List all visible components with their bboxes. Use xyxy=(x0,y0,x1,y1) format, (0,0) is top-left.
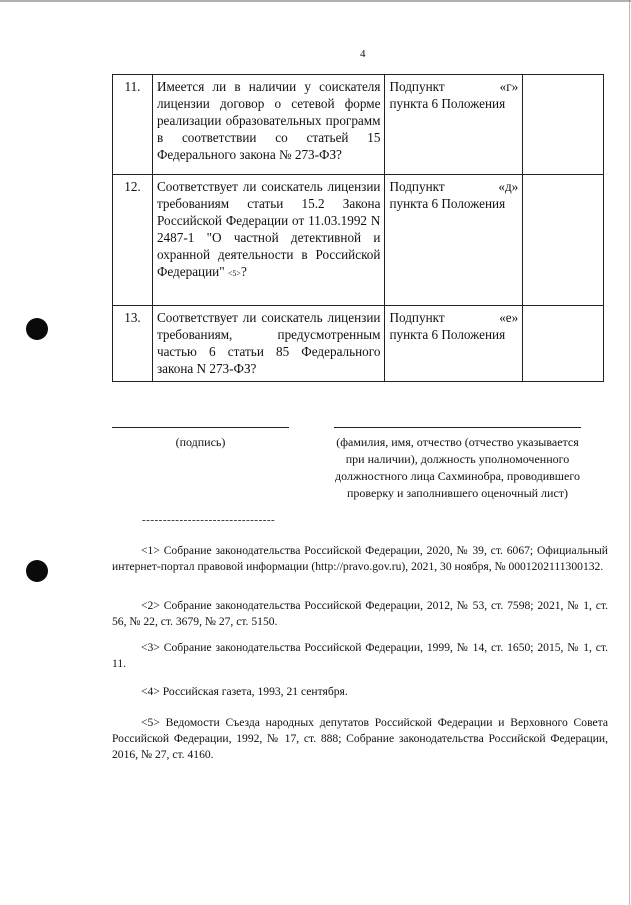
row-mark-cell xyxy=(523,175,604,306)
reference-letter: «г» xyxy=(499,79,519,94)
signature-caption: (подпись) xyxy=(175,435,226,449)
reference-rest: пункта 6 Положения xyxy=(389,196,506,211)
punch-hole xyxy=(26,560,48,582)
table-row xyxy=(113,175,604,306)
signature-line xyxy=(112,427,289,428)
row-number: 12. xyxy=(113,175,153,306)
row-number: 13. xyxy=(113,306,153,382)
table-row xyxy=(113,75,604,175)
reference-rest: пункта 6 Положения xyxy=(389,96,506,111)
reference-word: Подпункт xyxy=(389,179,445,194)
row-number: 11. xyxy=(113,75,153,175)
reference-rest: пункта 6 Положения xyxy=(389,327,506,342)
row-question: Соответствует ли соискатель лицензии требованиям статьи 15.2 Закона Российской Федерации от 11.03.1992 N 2487-1 "О частной детективной и охранной деятельности в Российской Федерации" <5>? xyxy=(152,175,385,306)
page-top-edge xyxy=(0,0,631,2)
table-row xyxy=(113,306,604,382)
row-reference xyxy=(385,75,523,175)
footnote: <4> Российская газета, 1993, 21 сентября. xyxy=(141,685,348,698)
reference-letter: «д» xyxy=(498,179,519,194)
row-reference xyxy=(385,306,523,382)
page-right-edge xyxy=(629,0,630,905)
page-number: 4 xyxy=(360,48,366,60)
reference-letter: «е» xyxy=(499,310,519,325)
row-mark-cell xyxy=(523,306,604,382)
punch-hole xyxy=(26,318,48,340)
footnote: <5> Ведомости Съезда народных депутатов Российской Федерации и Верховного Совета Российской Федерации, 1992, № 17, ст. 888; Собрание законодательства Российской Федерации, 2016, № 27, ст. 4160. xyxy=(112,716,608,761)
reference-word: Подпункт xyxy=(389,310,445,325)
footnote: <2> Собрание законодательства Российской Федерации, 2012, № 53, ст. 7598; 2021, № 1, ст. 56, № 22, ст. 3679, № 27, ст. 5150. xyxy=(112,599,608,628)
footnote-separator: -------------------------------- xyxy=(142,514,276,526)
footnote: <3> Собрание законодательства Российской Федерации, 1999, № 14, ст. 1650; 2015, № 1, ст. 11. xyxy=(112,641,608,670)
checklist-table xyxy=(112,74,604,382)
row-question: Соответствует ли соискатель лицензии требованиям, предусмотренным частью 6 статьи 85 Федерального закона N 273-ФЗ? xyxy=(152,306,385,382)
footnote-ref: <5> xyxy=(227,269,241,278)
row-reference xyxy=(385,175,523,306)
footnote: <1> Собрание законодательства Российской Федерации, 2020, № 39, ст. 6067; Официальный интернет-портал правовой информации (http://pravo.gov.ru), 2021, 30 ноября, № 0001202111300132. xyxy=(112,544,608,573)
row-question: Имеется ли в наличии у соискателя лицензии договор о сетевой форме реализации образовательных программ в соответствии со статьей 15 Федерального закона № 273-ФЗ? xyxy=(152,75,385,175)
reference-word: Подпункт xyxy=(389,79,445,94)
name-line xyxy=(334,427,581,428)
row-mark-cell xyxy=(523,75,604,175)
name-position-caption: (фамилия, имя, отчество (отчество указывается при наличии), должность уполномоченного должностного лица Сахминобра, проводившего проверку и заполнившего оценочный лист) xyxy=(335,435,580,500)
